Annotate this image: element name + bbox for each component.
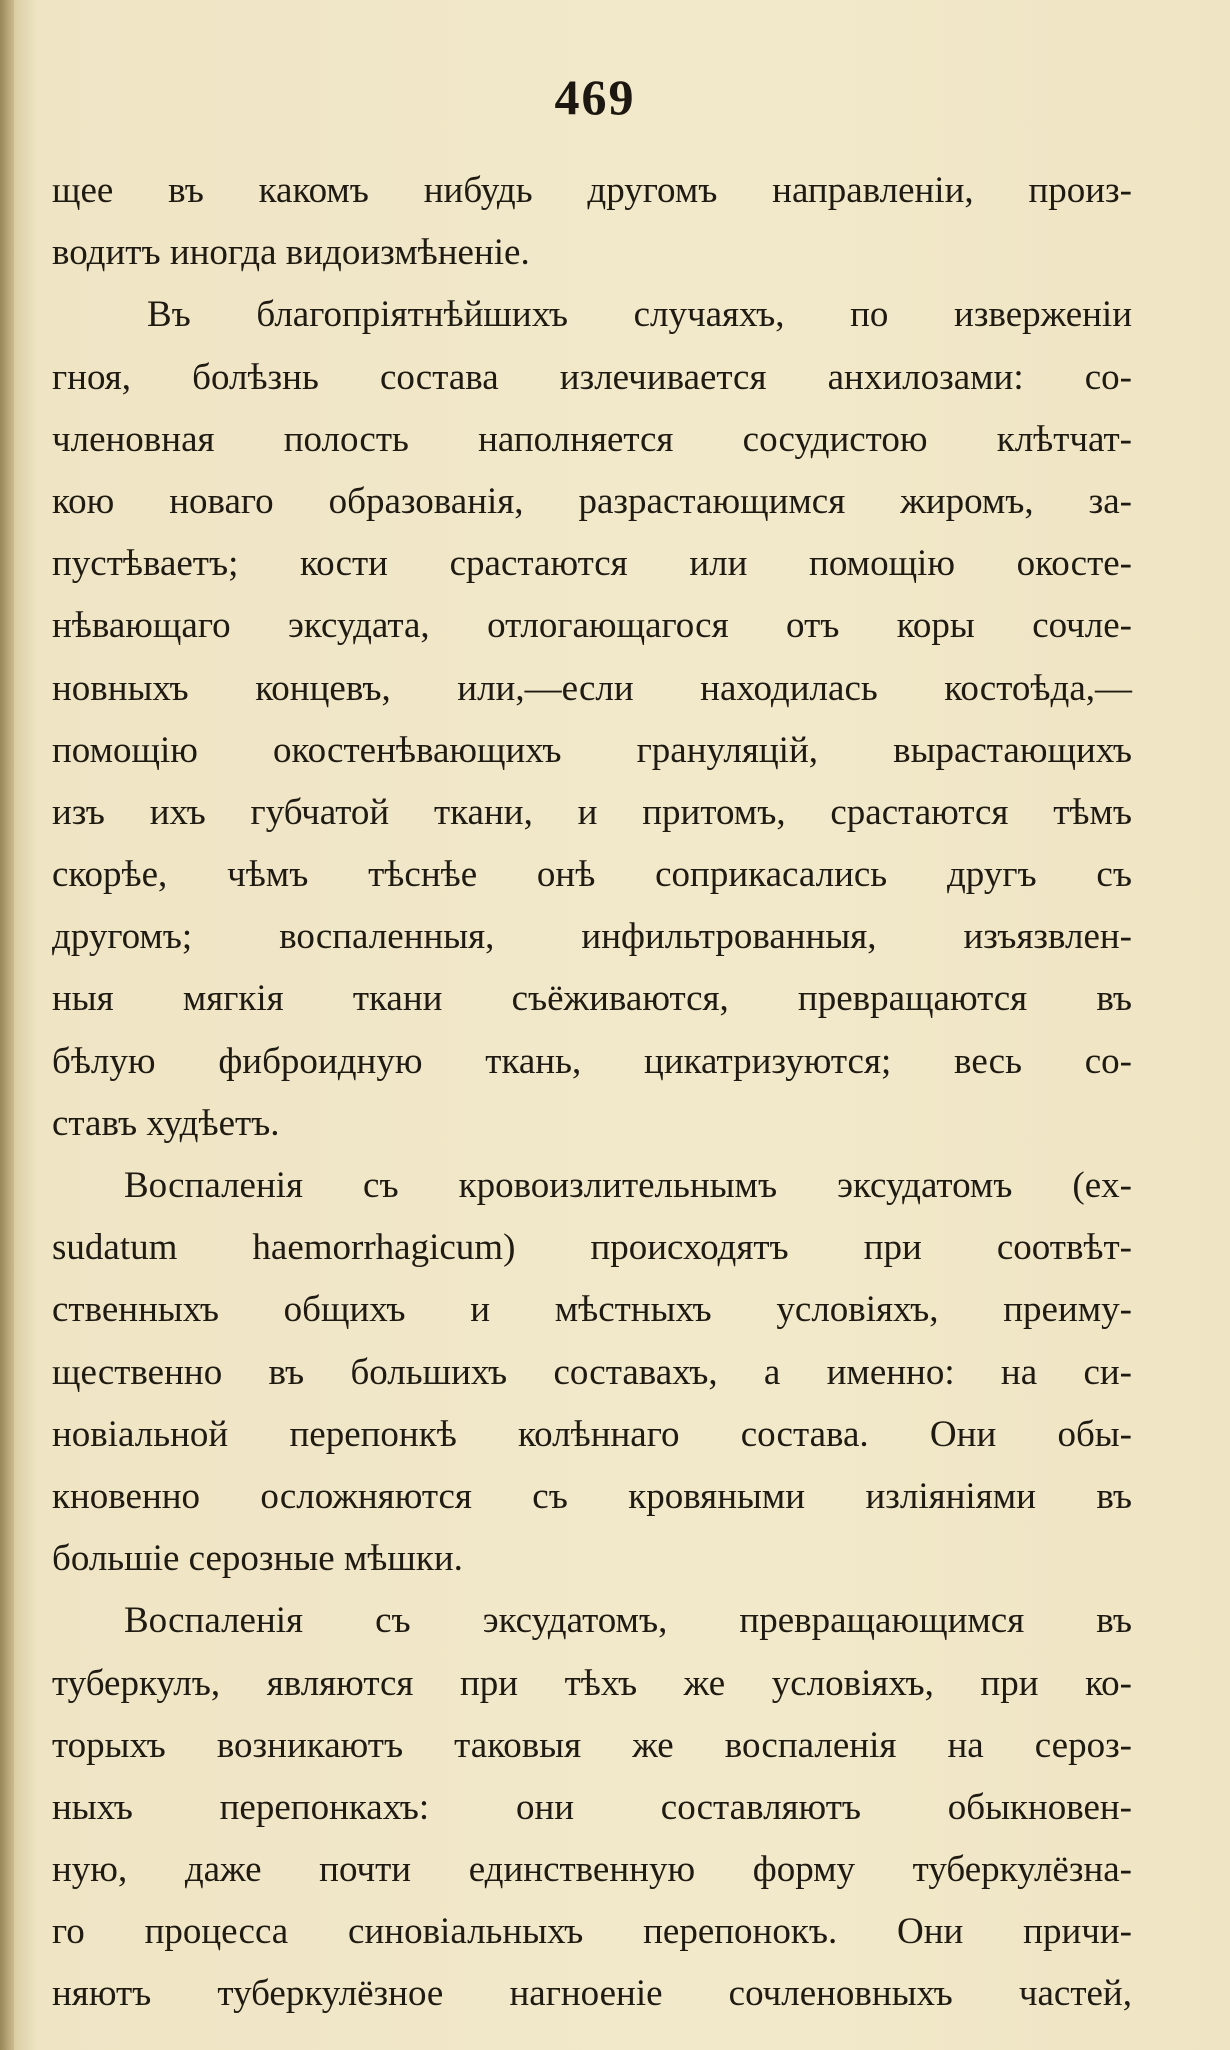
text-line: скорѣе, чѣмъ тѣснѣе онѣ соприкасались другъ съ	[52, 854, 1132, 896]
text-line: торыхъ возникаютъ таковыя же воспаленiя на сероз-	[52, 1724, 1132, 1766]
body-text	[52, 160, 1132, 2026]
text-line: ныя мягкiя ткани съёживаются, превращаются въ	[52, 978, 1132, 1020]
page-binding-edge	[0, 0, 14, 2050]
text-line: новiальной перепонкѣ колѣннаго состава. Они обы-	[52, 1413, 1132, 1455]
text-line: новныхъ концевъ, или,—если находилась костоѣда,—	[52, 667, 1132, 709]
paragraph-start-line: Воспаленiя съ эксудатомъ, превращающимся въ	[124, 1600, 1132, 1642]
text-line: пустѣваетъ; кости срастаются или помощiю окосте-	[52, 543, 1132, 585]
text-line: щественно въ большихъ составахъ, а именно: на си-	[52, 1351, 1132, 1393]
text-line: гноя, болѣзнь состава излечивается анхилозами: со-	[52, 356, 1132, 398]
text-line: помощiю окостенѣвающихъ грануляцiй, вырастающихъ	[52, 729, 1132, 771]
text-line: бѣлую фиброидную ткань, цикатризуются; весь со-	[52, 1040, 1132, 1082]
page-number: 469	[554, 69, 636, 125]
text-line: ныхъ перепонкахъ: они составляютъ обыкновен-	[52, 1786, 1132, 1828]
text-line: щее въ какомъ нибудь другомъ направленiи, произ-	[52, 170, 1132, 211]
text-line: ственныхъ общихъ и мѣстныхъ условiяхъ, преиму-	[52, 1289, 1132, 1331]
paragraph-start-line: Въ благопрiятнѣйшихъ случаяхъ, по изверженiи	[147, 294, 1132, 336]
text-line: sudatum haemorrhagicum) происходятъ при соотвѣт-	[52, 1227, 1132, 1269]
text-line: няютъ туберкулёзное нагноенiе сочленовныхъ частей,	[52, 1973, 1132, 2015]
text-line: членовная полость наполняется сосудистою клѣтчат-	[52, 418, 1132, 460]
text-line: большiе серозные мѣшки.	[52, 1538, 463, 1580]
text-line: ставъ худѣетъ.	[52, 1102, 280, 1144]
text-line: кновенно осложняются съ кровяными излiянiями въ	[52, 1475, 1132, 1517]
text-line: другомъ; воспаленныя, инфильтрованныя, изъязвлен-	[52, 916, 1132, 958]
text-line: туберкулъ, являются при тѣхъ же условiяхъ, при ко-	[52, 1662, 1132, 1704]
text-line: го процесса синовiальныхъ перепонокъ. Они причи-	[52, 1911, 1132, 1953]
text-line: водитъ иногда видоизмѣненiе.	[52, 232, 530, 274]
paragraph-start-line: Воспаленiя съ кровоизлительнымъ эксудатомъ (ex-	[124, 1165, 1132, 1206]
text-line: кою новаго образованiя, разрастающимся жиромъ, за-	[52, 480, 1132, 522]
text-line: ную, даже почти единственную форму туберкулёзна-	[52, 1849, 1132, 1891]
text-line: нѣвающаго эксудата, отлогающагося отъ коры сочле-	[52, 605, 1132, 647]
text-line: изъ ихъ губчатой ткани, и притомъ, срастаются тѣмъ	[52, 791, 1132, 833]
